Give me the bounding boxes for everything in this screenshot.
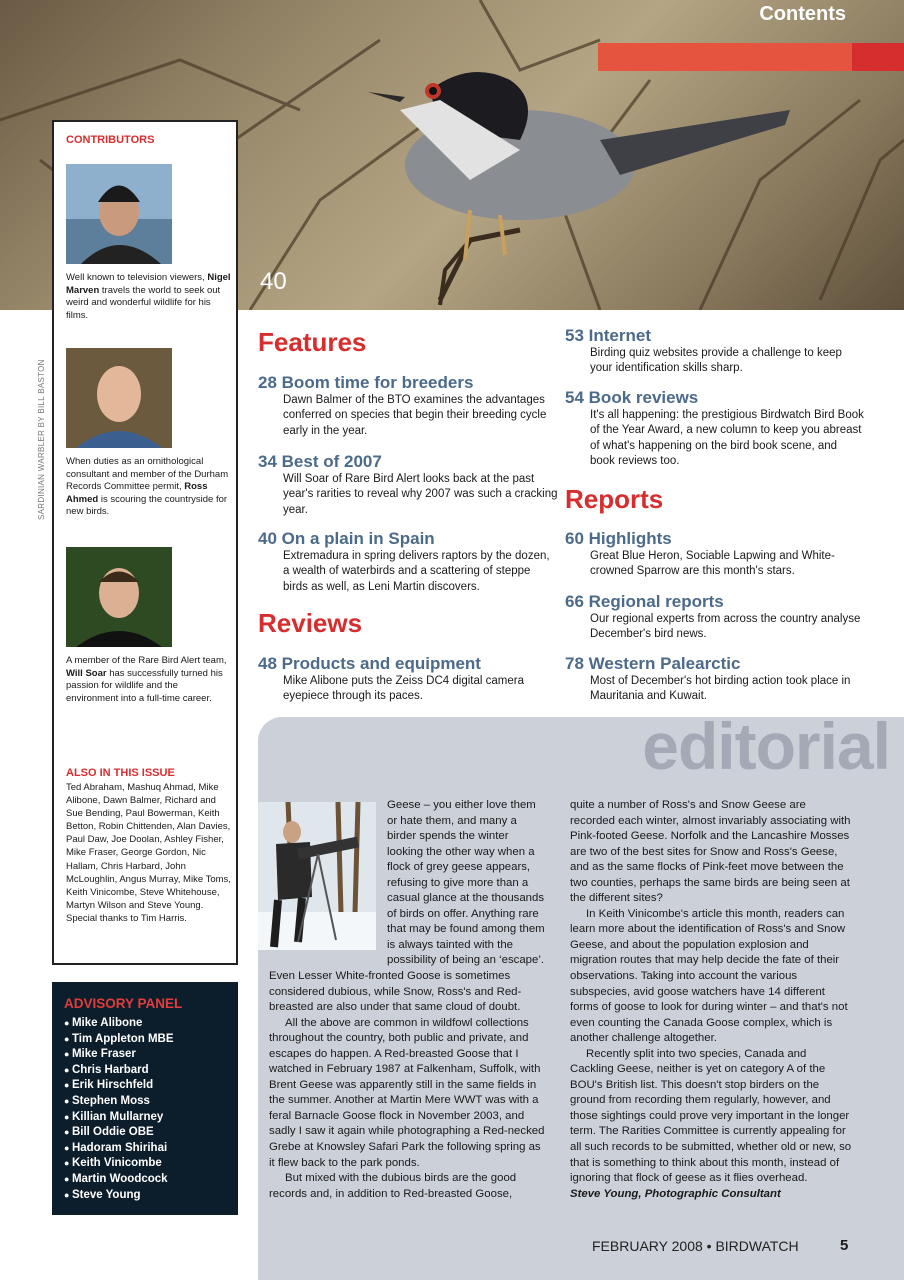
entry-description: Great Blue Heron, Sociable Lapwing and White-crowned Sparrow are this month's stars.	[590, 550, 835, 578]
editorial-paragraph: In Keith Vinicombe's article this month, readers can learn more about the identification of Ross's and Snow Geese, and about the population explosion and migration routes that may help decide the fate of their observations. Taking into account the various subspecies, avid goose watchers have 14 different forms of goose to look for during winter – and that's not even counting the Canada Goose complex, which is another challenge altogether.	[570, 907, 848, 1045]
entry-title: 66 Regional reports	[565, 592, 724, 611]
advisory-member: ● Mike Fraser	[64, 1047, 226, 1063]
hero-page-number: 40	[260, 268, 287, 295]
photo-credit: SARDINIAN WARBLER BY BILL BASTON	[37, 359, 46, 520]
also-text: Ted Abraham, Mashuq Ahmad, Mike Alibone, Dawn Balmer, Richard and Sue Bending, Paul Bowerman, Keith Betton, Robin Chittenden, Alan Davies, Paul Daw, Joe Doolan, Ashley Fisher, Mike Fraser, George Gordon, Nic Hallam, Chris Harbard, John McLoughlin, Angus Murray, Mike Toms, Keith Vinicombe, Steve Whitehouse, Martyn Wilson and Steve Young. Special thanks to Tim Harris.	[66, 782, 231, 924]
also-heading: ALSO IN THIS ISSUE	[66, 767, 175, 779]
contributor-bio: A member of the Rare Bird Alert team, Will Soar has successfully turned his passion for wildlife and the environment into a full-time career.	[66, 655, 227, 704]
contributors-box	[52, 120, 238, 965]
entry-description: Dawn Balmer of the BTO examines the advantages conferred on species that begin their breeding cycle early in the year.	[283, 394, 547, 437]
contributor-photo	[66, 348, 172, 448]
advisory-member: ● Tim Appleton MBE	[64, 1032, 226, 1048]
entry-title: 54 Book reviews	[565, 388, 699, 407]
contributors-heading: CONTRIBUTORS	[66, 134, 155, 146]
advisory-member: ● Keith Vinicombe	[64, 1156, 226, 1172]
entry-description: Mike Alibone puts the Zeiss DC4 digital camera eyepiece through its paces.	[283, 675, 524, 703]
contents-entry[interactable]	[258, 373, 558, 439]
editorial-signature: Steve Young, Photographic Consultant	[570, 1187, 781, 1200]
contributor-bio: When duties as an ornithological consultant and member of the Durham Records Committee permit, Ross Ahmed is scouring the countryside for new birds.	[66, 456, 229, 517]
contents-entry[interactable]	[565, 529, 865, 580]
advisory-panel	[52, 982, 238, 1215]
entry-description: It's all happening: the prestigious Birdwatch Bird Book of the Year Award, a new column to keep you abreast of what's happening on the bird book scene, and book reviews too.	[590, 409, 864, 467]
contributor-3	[66, 547, 232, 705]
entry-title: 60 Highlights	[565, 529, 672, 548]
entry-title: 78 Western Palearctic	[565, 654, 741, 673]
editorial-column-2	[570, 798, 852, 1202]
contents-entry[interactable]	[258, 452, 558, 518]
editorial-title: editorial	[642, 709, 890, 783]
contributor-2	[66, 348, 232, 519]
entry-description: Most of December's hot birding action took place in Mauritania and Kuwait.	[590, 675, 851, 703]
entry-description: Extremadura in spring delivers raptors by the dozen, a wealth of waterbirds and a scattering of steppe birds as well, as Leni Martin discovers.	[283, 550, 550, 593]
entry-title: 48 Products and equipment	[258, 654, 481, 673]
contributor-bio: Well known to television viewers, Nigel Marven travels the world to seek out weird and wonderful wildlife for his films.	[66, 272, 231, 321]
advisory-member: ● Chris Harbard	[64, 1063, 226, 1079]
entry-title: 40 On a plain in Spain	[258, 529, 435, 548]
reports-heading: Reports	[565, 484, 664, 514]
page-number: 5	[840, 1237, 849, 1254]
contents-entry[interactable]	[258, 654, 558, 705]
features-heading: Features	[258, 327, 367, 357]
entry-title: 28 Boom time for breeders	[258, 373, 474, 392]
editorial-paragraph: But mixed with the dubious birds are the good records and, in addition to Red-breasted Goose,	[269, 1172, 517, 1200]
advisory-member: ● Bill Oddie OBE	[64, 1125, 226, 1141]
advisory-member: ● Stephen Moss	[64, 1094, 226, 1110]
advisory-list	[64, 1016, 226, 1203]
contributor-photo	[66, 547, 172, 647]
entry-description: Birding quiz websites provide a challenge to keep your identification skills sharp.	[590, 347, 842, 375]
advisory-member: ● Martin Woodcock	[64, 1172, 226, 1188]
contents-entry[interactable]	[258, 529, 558, 595]
advisory-member: ● Mike Alibone	[64, 1016, 226, 1032]
issue-footer: FEBRUARY 2008 • BIRDWATCH	[592, 1238, 799, 1254]
editorial-paragraph: Recently split into two species, Canada and Cackling Geese, neither is yet on category A of the BOU's British list. This doesn't stop birders on the ground from recording them regularly, however, and those sightings could prove very important in the longer term. The Rarities Committee is currently appealing for all such records to be submitted, whether old or new, so that is something to think about this month, instead of ignoring that flock of geese as it flies overhead.	[570, 1047, 852, 1185]
editorial-paragraph: quite a number of Ross's and Snow Geese are recorded each winter, almost invariably associating with Pink-footed Geese. Norfolk and the Lancashire Mosses are two of the best sites for Snow and Ross's Geese, and as the same flocks of Pink-feet move between the two counties, perhaps the same birds are being seen at the different sites?	[570, 799, 851, 905]
contributor-photo	[66, 164, 172, 264]
entry-title: 53 Internet	[565, 326, 651, 345]
contents-entry[interactable]	[565, 326, 865, 377]
contributor-1	[66, 164, 232, 322]
editorial-column-1	[269, 798, 547, 1202]
entry-description: Our regional experts from across the country analyse December's bird news.	[590, 613, 861, 641]
reviews-heading: Reviews	[258, 608, 363, 638]
advisory-member: ● Steve Young	[64, 1188, 226, 1204]
contents-banner	[598, 43, 904, 71]
advisory-member: ● Hadoram Shirihai	[64, 1141, 226, 1157]
advisory-heading: ADVISORY PANEL	[64, 996, 183, 1011]
editorial-paragraph: Geese – you either love them or hate them, and many a birder spends the winter looking the other way when a flock of grey geese appears, refusing to give more than a casual glance at the thousands of birds on offer. Anything rare that may be found among them is always tainted with the possibility of being an ‘escape’. Even Lesser White-fronted Goose is sometimes considered dubious, while Snow, Ross's and Red-breasted are also under that same cloud of doubt.	[269, 799, 545, 1014]
contents-entry[interactable]	[565, 388, 865, 469]
editorial-paragraph: All the above are common in wildfowl collections throughout the country, both public and private, and escapes do happen. A Red-breasted Goose that I watched in February 1987 at Falkenham, Suffolk, with Brent Geese was apparently still in the same fields in the summer. Another at Martin Mere WWT was with a feral Barnacle Goose flock in November 2003, and sadly I saw it again while photographing a Red-necked Grebe at Knowsley Safari Park the following spring as it flew back to the park ponds.	[269, 1016, 545, 1169]
contents-entry[interactable]	[565, 654, 865, 705]
advisory-member: ● Killian Mullarney	[64, 1110, 226, 1126]
advisory-member: ● Erik Hirschfeld	[64, 1078, 226, 1094]
entry-description: Will Soar of Rare Bird Alert looks back at the past year's rarities to reveal why 2007 was such a cracking year.	[283, 473, 558, 516]
contents-entry[interactable]	[565, 592, 865, 643]
entry-title: 34 Best of 2007	[258, 452, 382, 471]
also-in-this-issue	[66, 767, 234, 925]
contents-label: Contents	[759, 3, 846, 25]
